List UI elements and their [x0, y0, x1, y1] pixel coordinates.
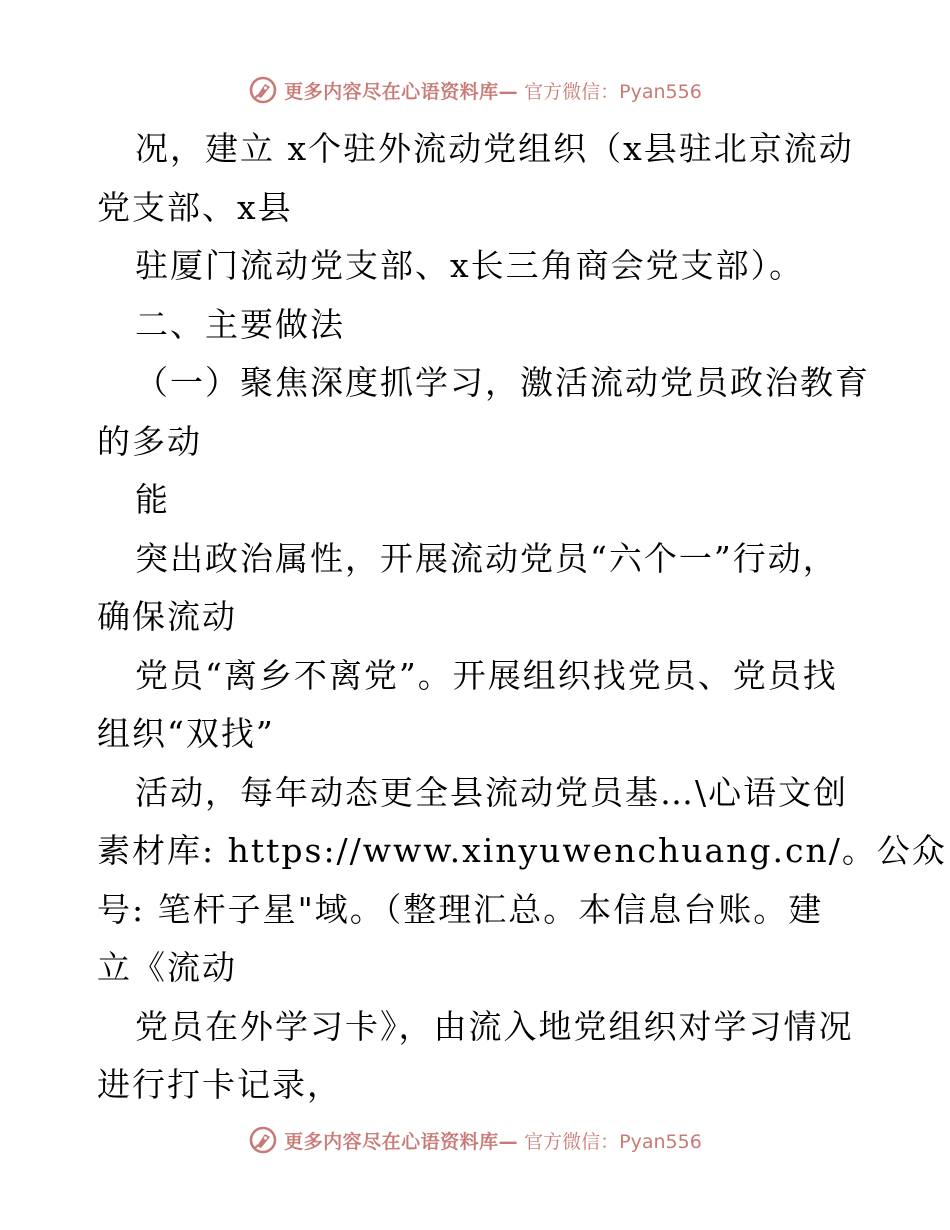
- text-line: 的多动: [97, 421, 202, 461]
- text-line: 号: 笔杆子星"域。（整理汇总。本信息台账。建: [97, 889, 824, 929]
- text-line: 进行打卡记录，: [97, 1065, 342, 1104]
- text-line: 活动，每年动态更全县流动党员基…\心语文创: [135, 772, 849, 812]
- pen-nib-logo-icon: [248, 75, 278, 105]
- text-line: 能: [135, 480, 170, 519]
- section-heading: 二、主要做法: [135, 304, 345, 344]
- pen-nib-logo-icon: [248, 1125, 278, 1155]
- footer-banner-text: 更多内容尽在心语资料库—: [284, 1130, 519, 1153]
- text-line: 素材库: https://www.xinyuwenchuang.cn/。公众: [97, 831, 947, 870]
- header-banner-contact: 官方微信：Pyan556: [524, 80, 702, 103]
- header-watermark-banner: [0, 70, 950, 110]
- document-body: [97, 120, 947, 1115]
- footer-banner-contact: 官方微信：Pyan556: [524, 1130, 702, 1153]
- text-line: 确保流动: [97, 597, 237, 636]
- text-line: 党员“离乡不离党”。开展组织找党员、党员找: [135, 655, 838, 695]
- text-line: 突出政治属性，开展流动党员“六个一”行动，: [135, 538, 838, 578]
- text-line: 党支部、x县: [97, 187, 293, 227]
- footer-watermark-banner: [0, 1120, 950, 1160]
- subsection-heading: （一）聚焦深度抓学习，激活流动党员政治教育: [135, 363, 870, 402]
- text-line: 组织“双找”: [97, 714, 275, 753]
- text-line: 况，建立 x个驻外流动党组织（x县驻北京流动: [135, 129, 854, 168]
- text-line: 党员在外学习卡》，由流入地党组织对学习情况: [135, 1006, 854, 1046]
- text-line: 驻厦门流动党支部、x长三角商会党支部）。: [135, 246, 805, 285]
- text-line: 立《流动: [97, 948, 237, 987]
- header-banner-text: 更多内容尽在心语资料库—: [284, 80, 519, 103]
